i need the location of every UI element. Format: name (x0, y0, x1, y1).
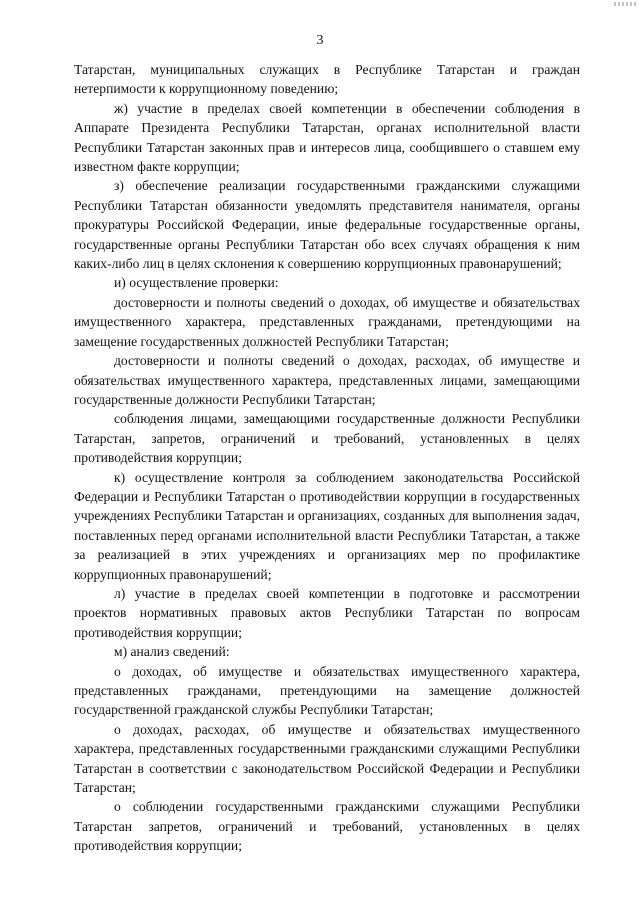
paragraph-12: о доходах, расходах, об имуществе и обязательствах имущественного характера, представленных государственными гражданскими служащими Республики Татарстан в соответствии с законодательством Российской Федерации и Республики Татарстан; (74, 721, 580, 796)
paragraph-5: достоверности и полноты сведений о доходах, об имуществе и обязательствах имущественного характера, представленных гражданами, претендующими на замещение государственных должностей Республики Татарстан; (74, 294, 580, 349)
paragraph-2: ж) участие в пределах своей компетенции в обеспечении соблюдения в Аппарате Президента Республики Татарстан, органах исполнительной власти Республики Татарстан законных прав и интересов лица, сообщившего о ставшем ему известном факте коррупции; (74, 100, 580, 175)
paragraph-4: и) осуществление проверки: (114, 275, 279, 291)
paragraph-13: о соблюдении государственными гражданскими служащими Республики Татарстан запретов, ограничений и требований, установленных в целях противодействия коррупции; (74, 799, 580, 854)
paragraph-1: Татарстан, муниципальных служащих в Республике Татарстан и граждан нетерпимости к коррупционному поведению; (74, 62, 580, 97)
paragraph-7: соблюдения лицами, замещающими государственные должности Республики Татарстан, запретов, ограничений и требований, установленных в целях противодействия коррупции; (74, 411, 580, 466)
paragraph-11: о доходах, об имуществе и обязательствах имущественного характера, представленных гражданами, претендующими на замещение должностей государственной гражданской службы Республики Татарстан; (74, 663, 580, 718)
document-body (74, 60, 580, 856)
paragraph-8: к) осуществление контроля за соблюдением законодательства Российской Федерации и Республики Татарстан о противодействии коррупции в государственных учреждениях Республики Татарстан и организациях, созданных для выполнения задач, поставленных перед органами исполнительной власти Республики Татарстан, а также за реализацией в этих учреждениях и организациях мер по профилактике коррупционных правонарушений; (74, 469, 580, 582)
paragraph-10: м) анализ сведений: (114, 644, 230, 660)
page-number: 3 (316, 33, 324, 48)
paragraph-3: з) обеспечение реализации государственными гражданскими служащими Республики Татарстан обязанности уведомлять представителя нанимателя, органы прокуратуры Российской Федерации, иные федеральные государственные органы, государственные органы Республики Татарстан обо всех случаях обращения к ним каких-либо лиц в целях склонения к совершению коррупционных правонарушений; (74, 178, 580, 272)
scan-artifact (614, 2, 638, 6)
paragraph-9: л) участие в пределах своей компетенции в подготовке и рассмотрении проектов нормативных правовых актов Республики Татарстан по вопросам противодействия коррупции; (74, 585, 580, 640)
paragraph-6: достоверности и полноты сведений о доходах, расходах, об имуществе и обязательствах имущественного характера, представленных лицами, замещающими государственные должности Республики Татарстан; (74, 353, 580, 407)
